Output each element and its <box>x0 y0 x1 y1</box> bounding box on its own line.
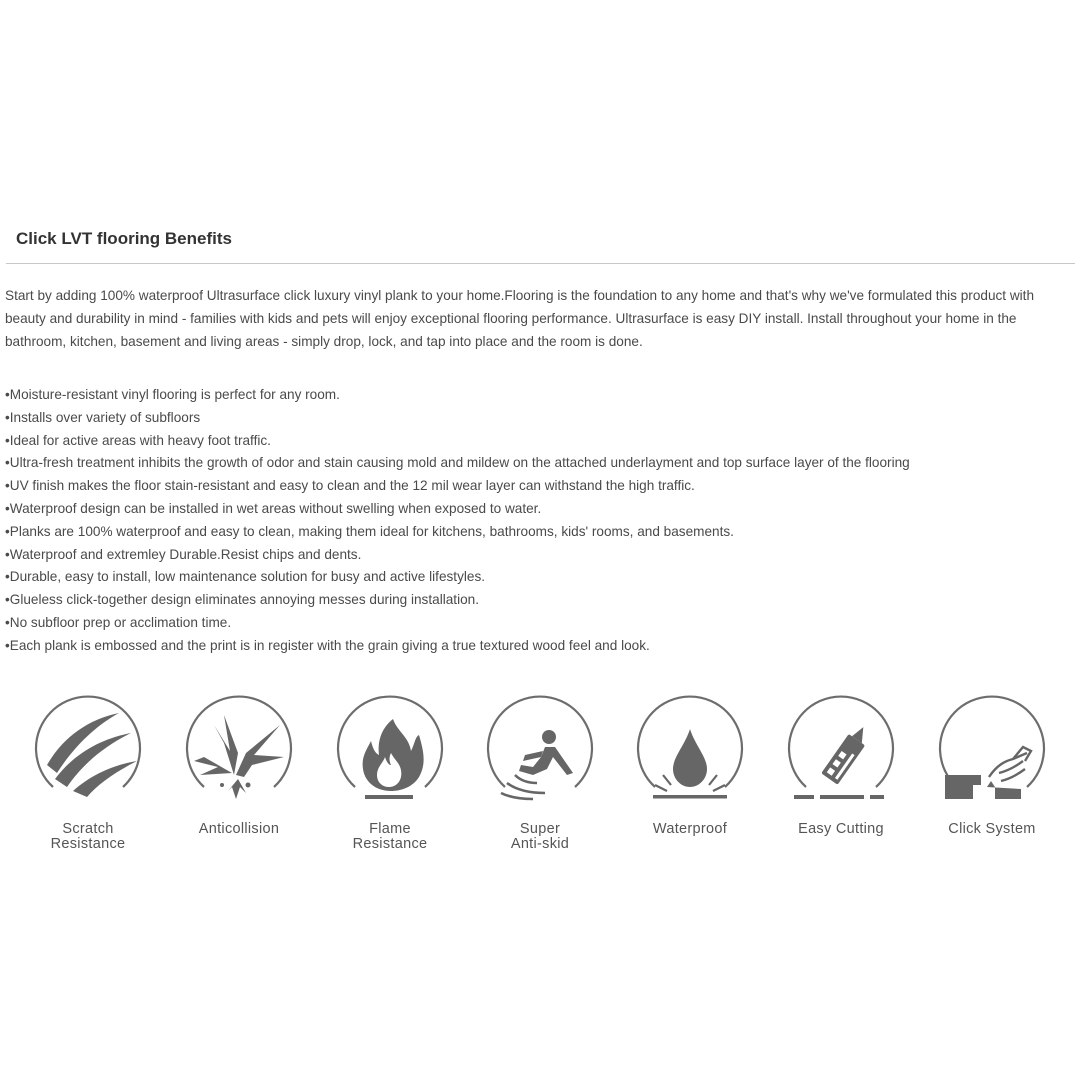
benefit-item: •Moisture-resistant vinyl flooring is perfect for any room. <box>5 387 340 402</box>
benefit-item: •Each plank is embossed and the print is in register with the grain giving a true textured wood feel and look. <box>5 637 650 653</box>
benefits-list <box>5 384 910 658</box>
feature-label <box>771 822 911 837</box>
feature-label-line: Scratch <box>62 821 114 837</box>
feature-scratch-resistance <box>18 695 158 860</box>
benefit-item: •Durable, easy to install, low maintenance solution for busy and active lifestyles. <box>5 569 486 585</box>
feature-label <box>169 822 309 837</box>
feature-waterproof <box>620 695 760 860</box>
feature-label <box>18 822 158 852</box>
benefit-item: •UV finish makes the floor stain-resistant and easy to clean and the 12 mil wear layer can withstand the high traffic. <box>5 478 695 494</box>
benefit-item: •Planks are 100% waterproof and easy to clean, making them ideal for kitchens, bathrooms, kids' rooms, and basements. <box>5 523 734 539</box>
title-divider <box>6 263 1075 264</box>
benefit-item: •Ideal for active areas with heavy foot traffic. <box>5 432 271 448</box>
feature-label-line: Resistance <box>352 836 428 852</box>
feature-label <box>320 822 460 852</box>
feature-label-line: Resistance <box>50 836 126 852</box>
feature-label-line: Easy Cutting <box>798 821 884 837</box>
benefit-item: •Ultra-fresh treatment inhibits the growth of odor and stain causing mold and mildew on the attached underlayment and top surface layer of the flooring <box>5 455 910 471</box>
feature-label-line: Click System <box>948 821 1036 837</box>
intro-line: beauty and durability in mind - families with kids and pets will enjoy exceptional flooring performance. Ultrasurface is easy DIY install. Install throughout your home in the <box>5 310 1017 326</box>
feature-easy-cutting <box>771 695 911 860</box>
water-drop-icon <box>635 695 745 805</box>
slip-icon <box>485 695 595 805</box>
feature-label-line: Waterproof <box>652 821 728 837</box>
feature-label <box>922 822 1062 837</box>
feature-label-line: Super <box>519 821 561 837</box>
feature-flame-resistance <box>320 695 460 860</box>
benefit-item: •Waterproof and extremley Durable.Resist chips and dents. <box>5 546 362 562</box>
click-lock-icon <box>937 695 1047 805</box>
feature-label <box>620 822 760 837</box>
feature-label <box>470 822 610 852</box>
benefit-item: •Glueless click-together design eliminates annoying messes during installation. <box>5 592 479 608</box>
collision-icon <box>184 695 294 805</box>
intro-line: bathroom, kitchen, basement and living areas - simply drop, lock, and tap into place and the room is done. <box>5 333 643 349</box>
feature-label-line: Anticollision <box>198 821 280 837</box>
intro-paragraph <box>5 285 1077 353</box>
feature-click-system <box>922 695 1062 860</box>
section-title: Click LVT flooring Benefits <box>16 229 232 248</box>
intro-line: Start by adding 100% waterproof Ultrasurface click luxury vinyl plank to your home.Flooring is the foundation to any home and that's why we've formulated this product with <box>5 288 1035 303</box>
feature-label-line: Anti-skid <box>510 836 570 852</box>
flame-icon <box>335 695 445 805</box>
benefit-item: •Installs over variety of subfloors <box>5 409 201 425</box>
scratch-icon <box>33 695 143 805</box>
feature-super-anti-skid <box>470 695 610 860</box>
feature-icon-row <box>0 695 1080 865</box>
benefit-item: •No subfloor prep or acclimation time. <box>5 614 232 630</box>
feature-label-line: Flame <box>369 821 411 837</box>
feature-anticollision <box>169 695 309 860</box>
benefit-item: •Waterproof design can be installed in wet areas without swelling when exposed to water. <box>5 500 542 516</box>
cutter-icon <box>786 695 896 805</box>
